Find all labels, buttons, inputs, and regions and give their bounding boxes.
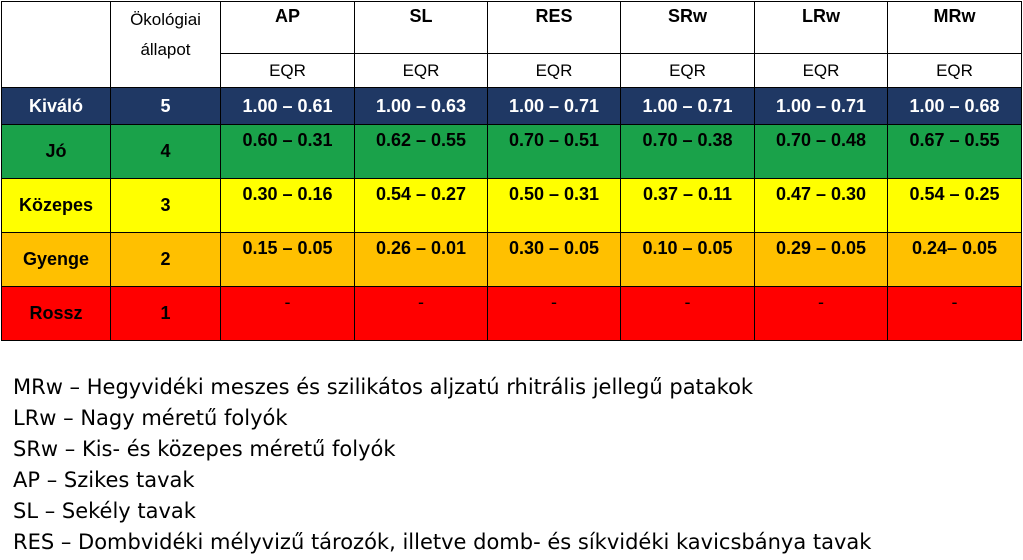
eqr-label: EQR: [488, 54, 621, 88]
eqr-range-cell: 0.62 – 0.55: [355, 125, 488, 179]
status-score: 3: [111, 179, 221, 233]
eqr-range-cell: 0.70 – 0.48: [755, 125, 888, 179]
eqr-range-cell: 0.54 – 0.25: [888, 179, 1022, 233]
eqr-classification-table: [1, 1, 1022, 341]
table-row: [2, 179, 1022, 233]
status-label: Kiváló: [2, 88, 111, 125]
table-row: [2, 233, 1022, 287]
eqr-range-cell: 0.26 – 0.01: [355, 233, 488, 287]
eqr-range-cell: 1.00 – 0.63: [355, 88, 488, 125]
legend-item-res: RES – Dombvidéki mélyvizű tározók, illetve domb- és síkvidéki kavicsbánya tavak: [13, 530, 872, 554]
eqr-range-cell: -: [488, 287, 621, 341]
eqr-label: EQR: [755, 54, 888, 88]
status-label: Jó: [2, 125, 111, 179]
state-header-cell: [111, 2, 221, 88]
eqr-range-cell: 0.70 – 0.51: [488, 125, 621, 179]
eqr-range-cell: 0.54 – 0.27: [355, 179, 488, 233]
eqr-range-cell: 1.00 – 0.71: [621, 88, 755, 125]
eqr-range-cell: 0.47 – 0.30: [755, 179, 888, 233]
eqr-range-cell: 0.15 – 0.05: [221, 233, 355, 287]
eqr-range-cell: 0.60 – 0.31: [221, 125, 355, 179]
state-header-line2: állapot: [140, 40, 191, 59]
eqr-range-cell: 0.30 – 0.16: [221, 179, 355, 233]
legend-item-mrw: MRw – Hegyvidéki meszes és szilikátos aljzatú rhitrális jellegű patakok: [13, 375, 754, 399]
abbreviation-legend: [13, 372, 871, 558]
eqr-label: EQR: [221, 54, 355, 88]
status-score: 4: [111, 125, 221, 179]
legend-item-sl: SL – Sekély tavak: [13, 499, 196, 523]
eqr-range-cell: 0.37 – 0.11: [621, 179, 755, 233]
eqr-range-cell: -: [621, 287, 755, 341]
column-header-mrw: MRw: [888, 2, 1022, 54]
eqr-range-cell: 0.70 – 0.38: [621, 125, 755, 179]
status-label: Gyenge: [2, 233, 111, 287]
status-score: 1: [111, 287, 221, 341]
table-row: [2, 125, 1022, 179]
eqr-range-cell: 0.30 – 0.05: [488, 233, 621, 287]
column-header-lrw: LRw: [755, 2, 888, 54]
eqr-range-cell: 0.67 – 0.55: [888, 125, 1022, 179]
eqr-range-cell: 0.10 – 0.05: [621, 233, 755, 287]
eqr-label: EQR: [621, 54, 755, 88]
eqr-range-cell: -: [755, 287, 888, 341]
eqr-range-cell: 1.00 – 0.61: [221, 88, 355, 125]
eqr-range-cell: 0.50 – 0.31: [488, 179, 621, 233]
legend-item-srw: SRw – Kis- és közepes méretű folyók: [13, 437, 396, 461]
eqr-range-cell: -: [221, 287, 355, 341]
column-header-ap: AP: [221, 2, 355, 54]
eqr-label: EQR: [355, 54, 488, 88]
table-row: [2, 287, 1022, 341]
status-label: Rossz: [2, 287, 111, 341]
table-row: [2, 88, 1022, 125]
eqr-label: EQR: [888, 54, 1022, 88]
state-header-line1: Ökológiai: [130, 10, 201, 29]
column-header-res: RES: [488, 2, 621, 54]
eqr-range-cell: 1.00 – 0.71: [755, 88, 888, 125]
status-label: Közepes: [2, 179, 111, 233]
blank-header-cell: [2, 2, 111, 88]
column-header-srw: SRw: [621, 2, 755, 54]
eqr-range-cell: 0.24– 0.05: [888, 233, 1022, 287]
status-score: 5: [111, 88, 221, 125]
legend-item-ap: AP – Szikes tavak: [13, 468, 195, 492]
eqr-range-cell: 1.00 – 0.68: [888, 88, 1022, 125]
eqr-range-cell: 0.29 – 0.05: [755, 233, 888, 287]
eqr-range-cell: -: [888, 287, 1022, 341]
header-row: [2, 2, 1022, 54]
legend-item-lrw: LRw – Nagy méretű folyók: [13, 406, 288, 430]
status-score: 2: [111, 233, 221, 287]
column-header-sl: SL: [355, 2, 488, 54]
eqr-range-cell: 1.00 – 0.71: [488, 88, 621, 125]
eqr-range-cell: -: [355, 287, 488, 341]
